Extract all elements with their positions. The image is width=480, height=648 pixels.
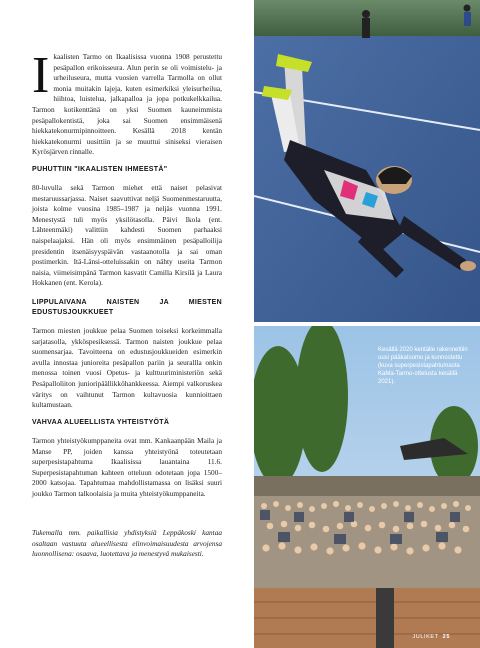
player-diving-image	[254, 0, 480, 322]
photo-stadium-crowd	[254, 326, 480, 648]
section-1	[32, 165, 222, 289]
footer-label: JULIKET	[412, 634, 439, 640]
photo-caption: Kesällä 2020 kentälle rakennettiin uusi pääkatsomo ja kunnostettu (kuva superpesistapahtumasta KaMa-Tarmo-ottelusta kesällä 2021).	[378, 347, 468, 385]
section-heading: VAHVAA ALUEELLISTA YHTEISTYÖTÄ	[32, 419, 170, 426]
closing-note: Tukemalla mm. paikallisia yhdistyksiä Leppäkoski kantaa osaltaan vastuuta alueellisesta elinvoimaisuudesta arvojensa luonnollisena: osaava, luotettava ja menestyvä mukaisesti.	[32, 528, 222, 559]
section-body: Tarmon yhteistyökumppaneita ovat mm. Kankaanpään Maila ja Manse PP, joiden kanssa yhteistyönä toteutetaan superpesistapahtuma Ikaalisissa lauantaina 11.6. Superpesistapahtuman kahteen otteluun odotetaan jopa 1500–2000 katsojaa. Tapahtumaa mahdollistamassa on lisäksi suuri joukko Tarmon talkoolaisia ja muita yhteistyökumppaneita.	[32, 436, 222, 498]
intro-text: kaalisten Tarmo on Ikaalisissa vuonna 1908 perustettu pesäpallon erikoisseura. Alun perin se oli voimistelu- ja urheiluseura, mutta vuosien varrella Tarmolla on ollut monia muitakin lajeja, kuten esimerkiksi yleisurheilua, hiihtoa, luistelua, jalkapalloa ja jopa potkukelkkailua. Tarmon kotikenttänä on yksi Suomen kauneimmista pesäpallokentistä, joka sai Suomen ensimmäisenä hiekkatekonurmipinnoitteen. Kesällä 2018 kentän hiekkatekonurmi uusittiin ja se muuttui siniseksi vieraisen Kyrösjärven rinnalle.	[32, 52, 222, 157]
section-3	[32, 418, 222, 500]
drop-cap: I	[32, 47, 50, 104]
section-2	[32, 298, 222, 411]
page-footer	[412, 634, 450, 640]
photo-player-diving	[254, 0, 480, 322]
section-heading: PUHUTTIIN "IKAALISTEN IHMEESTÄ"	[32, 166, 168, 173]
intro-paragraph	[32, 47, 222, 158]
section-heading: LIPPULAIVANA NAISTEN JA MIESTEN EDUSTUSJOUKKUEET	[32, 299, 222, 316]
page-number: 25	[442, 634, 450, 640]
section-body: Tarmon miesten joukkue pelaa Suomen toiseksi korkeimmalla sarjatasolla, ykköspesiksessä. Tarmon naisten joukkue pelaa suomensarjaa. Tavoitteena on edustusjoukkueiden esimerkin avulla innostaa junioreita pesäpallon pariin ja seurallla onkin menossa toinen vuosi Opetus- ja kulttuuriministeriön sekä Pesäpalloliiton junioripäällikköhankkeessa. Aiempi valkoruskea väritys on vaihtunut Tarmon kultavuosia kunnioittaen kultamustaan.	[32, 326, 222, 410]
section-body: 80-luvulla sekä Tarmon miehet että naiset pelasivat mestaruussarjassa. Naiset saavuttivat neljä Suomenmestaruutta, joista kolme vuosina 1985–1987 ja neljäs vuonna 1991. Menestystä tuli myös yksilötasolla. Päivi Ikola (ent. Lähteenmäki) valittiin kahdesti Suomen parhaaksi naispelaajaksi. Hän oli myös ensimmäinen pesäpalloilija presidentin itsenäisyyspäivän vastaanotolla ja sai oman postimerkin. Itä-Länsi-otteluissakin on nähty useita Tarmon naisia, viimeisimpänä Tarmon kasvatit Camilla Kirsilä ja Laura Hokkanen (ent. Kerola).	[32, 183, 222, 288]
